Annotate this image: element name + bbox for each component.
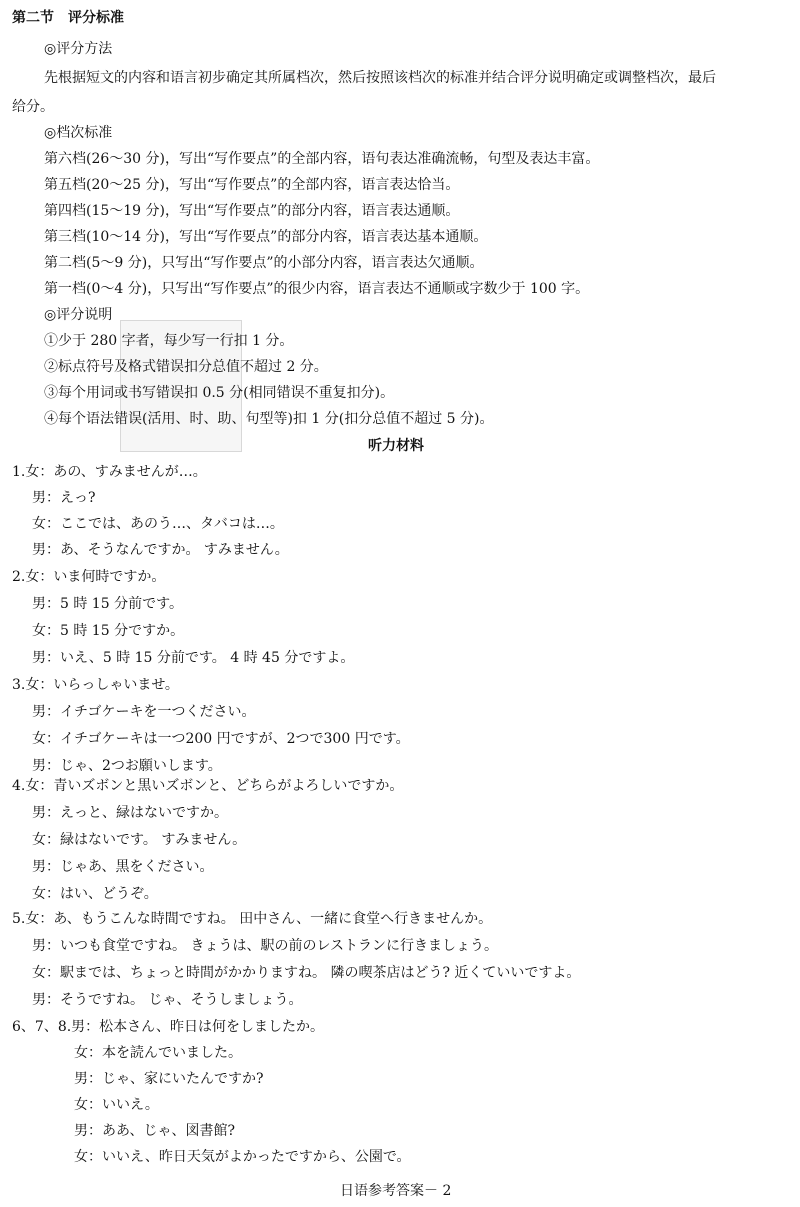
- transcript-line: 男：じゃあ、黒をください。: [32, 859, 214, 875]
- transcript-line: 男：イチゴケーキを一つください。: [32, 704, 256, 720]
- transcript-line: 女：はい、どうぞ。: [32, 886, 158, 902]
- note-item: ④每个语法错误(活用、时、助、句型等)扣 1 分(扣分总值不超过 5 分)。: [44, 411, 494, 427]
- transcript-line: 女：いいえ、昨日天気がよかったですから、公園で。: [74, 1149, 411, 1165]
- level-item: 第六档(26～30 分)，写出“写作要点”的全部内容，语句表达准确流畅，句型及表达丰富。: [44, 151, 600, 167]
- transcript-line: 2.女：いま何時ですか。: [12, 569, 166, 585]
- transcript-line: 男：そうですね。 じゃ、そうしましょう。: [32, 992, 303, 1008]
- page-footer: 日语参考答案－ 2: [340, 1183, 452, 1199]
- method-heading: ◎评分方法: [44, 41, 113, 57]
- transcript-line: 女：本を読んでいました。: [74, 1045, 242, 1061]
- level-item: 第一档(0～4 分)，只写出“写作要点”的很少内容，语言表达不通顺或字数少于 100 字。: [44, 281, 590, 297]
- levels-heading: ◎档次标准: [44, 125, 113, 141]
- transcript-line: 女：イチゴケーキは一つ200 円ですが、2つで300 円です。: [32, 731, 410, 747]
- transcript-line: 男：あ、そうなんですか。 すみません。: [32, 542, 289, 558]
- transcript-line: 4.女：青いズボンと黒いズボンと、どちらがよろしいですか。: [12, 778, 404, 794]
- notes-heading: ◎评分说明: [44, 307, 113, 323]
- transcript-line: 男：じゃ、家にいたんですか?: [74, 1071, 264, 1087]
- transcript-line: 男：いつも食堂ですね。 きょうは、駅の前のレストランに行きましょう。: [32, 938, 499, 954]
- method-text-line-1: 先根据短文的内容和语言初步确定其所属档次，然后按照该档次的标准并结合评分说明确定或调整档次，最后: [44, 70, 716, 86]
- level-item: 第四档(15～19 分)，写出“写作要点”的部分内容，语言表达通顺。: [44, 203, 460, 219]
- note-item: ③每个用词或书写错误扣 0.5 分(相同错误不重复扣分)。: [44, 385, 395, 401]
- transcript-line: 男：えっ?: [32, 490, 96, 506]
- listening-title: 听力材料: [368, 438, 424, 454]
- level-item: 第二档(5～9 分)，只写出“写作要点”的小部分内容，语言表达欠通顺。: [44, 255, 484, 271]
- transcript-line: 男：いえ、5 時 15 分前です。 4 時 45 分ですよ。: [32, 650, 355, 666]
- transcript-line: 女：ここでは、あのう…、タバコは…。: [32, 516, 284, 532]
- transcript-line: 男：ああ、じゃ、図書館?: [74, 1123, 235, 1139]
- level-item: 第五档(20～25 分)，写出“写作要点”的全部内容，语言表达恰当。: [44, 177, 460, 193]
- transcript-line: 女：緑はないです。 すみません。: [32, 832, 247, 848]
- transcript-line: 男：えっと、緑はないですか。: [32, 805, 228, 821]
- transcript-line: 女：いいえ。: [74, 1097, 159, 1113]
- transcript-line: 5.女：あ、もうこんな時間ですね。 田中さん、一緒に食堂へ行きませんか。: [12, 911, 493, 927]
- section-title: 第二节 评分标准: [12, 10, 124, 26]
- level-item: 第三档(10～14 分)，写出“写作要点”的部分内容，语言表达基本通顺。: [44, 229, 488, 245]
- transcript-line: 3.女：いらっしゃいませ。: [12, 677, 179, 693]
- transcript-line: 男：じゃ、2つお願いします。: [32, 758, 222, 774]
- transcript-line: 女：駅までは、ちょっと時間がかかりますね。 隣の喫茶店はどう? 近くていいですよ。: [32, 965, 581, 981]
- method-text-line-2: 给分。: [12, 99, 54, 115]
- note-item: ①少于 280 字者，每少写一行扣 1 分。: [44, 333, 294, 349]
- transcript-line: 1.女：あの、すみませんが…。: [12, 464, 207, 480]
- transcript-line: 男：5 時 15 分前です。: [32, 596, 183, 612]
- transcript-line: 女：5 時 15 分ですか。: [32, 623, 185, 639]
- note-item: ②标点符号及格式错误扣分总值不超过 2 分。: [44, 359, 328, 375]
- transcript-line: 6、7、8.男：松本さん、昨日は何をしましたか。: [12, 1019, 325, 1035]
